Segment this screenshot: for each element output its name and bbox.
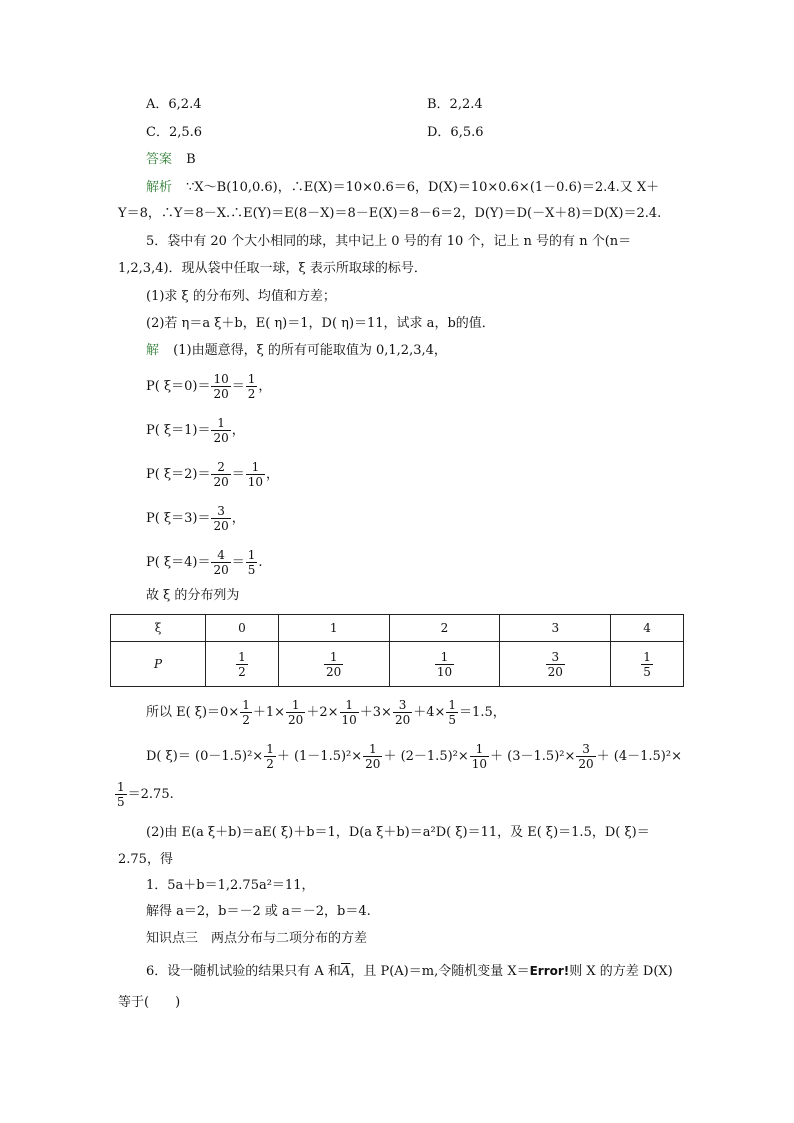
- q5-part-1: (1)求 ξ 的分布列、均值和方差；: [146, 289, 336, 304]
- option-a: A．6,2.4: [146, 97, 202, 112]
- fraction: $\frac{1}{10}$: [247, 460, 264, 489]
- prob-4-lhs: P( ξ＝4)＝: [146, 555, 211, 570]
- prob-line-0: P( ξ＝0)＝ $\frac{10}{20}$ ＝ $\frac{1}{2}$ ，: [146, 372, 272, 401]
- fraction: $\frac{3}{20}$: [213, 504, 229, 533]
- variance-line-1: D( ξ)＝ (0－1.5)²× $\frac{1}{2}$ ＋ (1－1.5)²× $\frac{1}{20}$ ＋ (2－1.5)²× $\frac{1}{10}$ ＋ (3－1.5)²× $\frac{3}{20}$ ＋ (4－1.5)²×: [146, 742, 682, 771]
- q5-line-2: 1,2,3,4)．现从袋中任取一球，ξ 表示所取球的标号．: [118, 261, 427, 276]
- q6-line-2: 等于( ): [118, 995, 181, 1010]
- prob-2-lhs: P( ξ＝2)＝: [146, 467, 211, 482]
- prob-3-lhs: P( ξ＝3)＝: [146, 511, 211, 526]
- table-cell: $\frac{1}{20}$: [278, 642, 389, 687]
- analysis-text-1: ∵X～B(10,0.6)，∴E(X)＝10×0.6＝6，D(X)＝10×0.6×(1－0.6)＝2.4.又 X＋: [186, 180, 660, 195]
- table-header-xi: ξ: [111, 615, 206, 642]
- table-cell: 2: [389, 615, 500, 642]
- answer-label: 答案: [146, 152, 173, 167]
- table-intro: 故 ξ 的分布列为: [146, 588, 240, 603]
- equation-line: 1．5a＋b＝1,2.75a²＝11，: [146, 878, 315, 893]
- table-row-probabilities: [111, 642, 684, 687]
- answer-value: B: [186, 152, 196, 167]
- table-row-values: [111, 615, 684, 642]
- fraction: $\frac{1}{5}$: [247, 548, 256, 577]
- option-b: B．2,2.4: [427, 97, 483, 112]
- prob-line-2: P( ξ＝2)＝ $\frac{2}{20}$ ＝ $\frac{1}{10}$ ，: [146, 460, 280, 489]
- fraction: $\frac{10}{20}$: [213, 372, 229, 401]
- analysis-line-2: Y＝8，∴Y＝8－X.∴E(Y)＝E(8－X)＝8－E(X)＝8－6＝2，D(Y)＝D(－X＋8)＝D(X)＝2.4.: [118, 206, 662, 221]
- table-header-p: P: [111, 642, 206, 687]
- distribution-table: [110, 614, 684, 687]
- q5-solution-intro-line: [146, 342, 447, 360]
- fraction: $\frac{4}{20}$: [213, 548, 229, 577]
- variance-line-2: $\frac{1}{5}$ ＝2.75.: [117, 780, 174, 809]
- q6-line-1: 6．设一随机试验的结果只有 A 和$\overline{A}$，且 P(A)＝m,令随机变量 X＝Error!则 X 的方差 D(X): [146, 964, 673, 979]
- fraction: $\frac{1}{20}$: [213, 416, 229, 445]
- prob-line-1: P( ξ＝1)＝ $\frac{1}{20}$ ，: [146, 416, 245, 445]
- analysis-line-1: [146, 179, 659, 197]
- fraction: $\frac{1}{2}$: [247, 372, 256, 401]
- solve-line: 解得 a＝2，b＝－2 或 a＝－2，b＝4.: [146, 904, 371, 919]
- prob-line-4: P( ξ＝4)＝ $\frac{4}{20}$ ＝ $\frac{1}{5}$ .: [146, 548, 263, 577]
- q5-line-1: 5．袋中有 20 个大小相同的球，其中记上 0 号的有 10 个，记上 n 号的有 n 个(n＝: [146, 234, 632, 249]
- part2-solution-line-2: 2.75，得: [118, 852, 173, 867]
- solution-label: 解: [146, 343, 160, 358]
- table-cell: 0: [206, 615, 279, 642]
- option-d: D．6,5.6: [427, 125, 484, 140]
- table-cell: $\frac{1}{5}$: [611, 642, 684, 687]
- q5-part-2: (2)若 η＝a ξ＋b，E( η)＝1，D( η)＝11，试求 a，b的值．: [146, 316, 495, 331]
- prob-1-lhs: P( ξ＝1)＝: [146, 423, 211, 438]
- prob-0-lhs: P( ξ＝0)＝: [146, 379, 211, 394]
- prob-line-3: P( ξ＝3)＝ $\frac{3}{20}$ ，: [146, 504, 245, 533]
- section-title: 知识点三 两点分布与二项分布的方差: [146, 931, 368, 946]
- answer-line: [146, 151, 196, 169]
- table-cell: $\frac{1}{2}$: [206, 642, 279, 687]
- table-cell: $\frac{1}{10}$: [389, 642, 500, 687]
- table-cell: $\frac{3}{20}$: [500, 642, 611, 687]
- table-cell: 4: [611, 615, 684, 642]
- error-text: Error!: [529, 964, 570, 978]
- a-bar: $\overline{A}$: [340, 964, 351, 979]
- expectation-line: 所以 E( ξ)＝0× $\frac{1}{2}$ ＋1× $\frac{1}{20}$ ＋2× $\frac{1}{10}$ ＋3× $\frac{3}{20}$ ＋4× $\frac{1}{5}$ ＝1.5，: [146, 698, 506, 727]
- analysis-label: 解析: [146, 180, 173, 195]
- part2-solution-line-1: (2)由 E(a ξ＋b)＝aE( ξ)＋b＝1，D(a ξ＋b)＝a²D( ξ)＝11，及 E( ξ)＝1.5，D( ξ)＝: [146, 825, 650, 840]
- table-cell: 3: [500, 615, 611, 642]
- fraction: $\frac{2}{20}$: [213, 460, 229, 489]
- option-c: C．2,5.6: [146, 125, 203, 140]
- table-cell: 1: [278, 615, 389, 642]
- solution-intro: (1)由题意得，ξ 的所有可能取值为 0,1,2,3,4，: [173, 343, 447, 358]
